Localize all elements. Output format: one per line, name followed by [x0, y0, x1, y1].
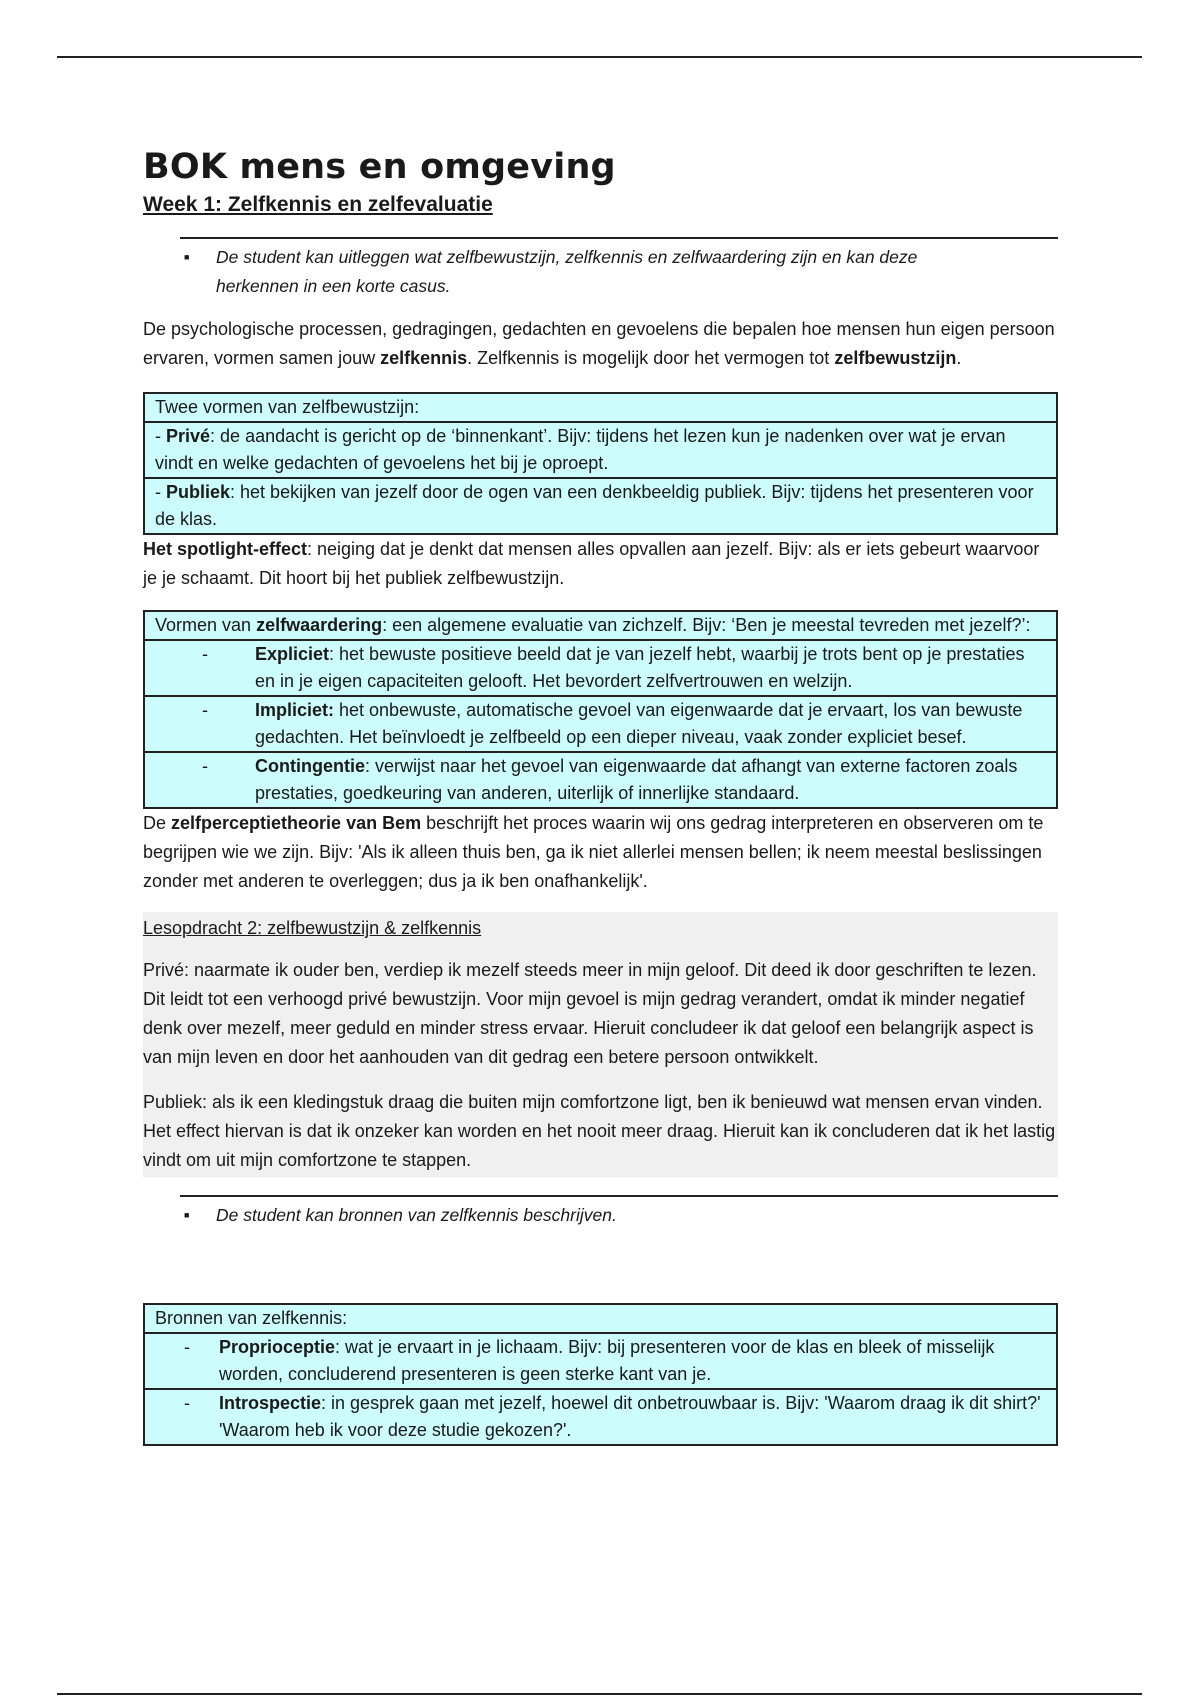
document-title: BOK mens en omgeving	[143, 147, 616, 187]
spotlight-paragraph: Het spotlight-effect: neiging dat je denkt dat mensen alles opvallen aan jezelf. Bijv: als er iets gebeurt waarvoor je je schaamt. Dit hoort bij het publiek zelfbewustzijn.	[143, 539, 1040, 588]
learning-objective-2	[180, 1195, 1058, 1230]
objective-text: De student kan uitleggen wat zelfbewustzijn, zelfkennis en zelfwaardering zijn en kan deze herkennen in een korte casus.	[216, 247, 918, 296]
dash-bullet: -	[202, 644, 208, 664]
objective-text: De student kan bronnen van zelfkennis beschrijven.	[216, 1205, 617, 1225]
table-header: Bronnen van zelfkennis:	[144, 1304, 1057, 1333]
intro-paragraph: De psychologische processen, gedragingen, gedachten en gevoelens die bepalen hoe mensen hun eigen persoon ervaren, vormen samen jouw zelfkennis. Zelfkennis is mogelijk door het vermogen tot zelfbewustzijn.	[143, 319, 1055, 368]
table-row-impliciet: - Impliciet: het onbewuste, automatische gevoel van eigenwaarde dat je ervaart, los van bewuste gedachten. Het beïnvloedt je zelfbeeld op een dieper niveau, vaak zonder expliciet besef.	[144, 696, 1057, 752]
dash-bullet: -	[184, 1337, 190, 1357]
document-body	[143, 145, 1058, 1446]
table-row-introspectie: - Introspectie: in gesprek gaan met jezelf, hoewel dit onbetrouwbaar is. Bijv: 'Waarom draag ik dit shirt?' 'Waarom heb ik voor deze studie gekozen?'.	[144, 1389, 1057, 1445]
zelfwaardering-table	[143, 610, 1058, 809]
square-bullet-icon: ■	[184, 1210, 190, 1220]
table-row-publiek: - Publiek: het bekijken van jezelf door de ogen van een denkbeeldig publiek. Bijv: tijdens het presenteren voor de klas.	[144, 478, 1057, 534]
table-row-prive: - Privé: de aandacht is gericht op de ‘binnenkant’. Bijv: tijdens het lezen kun je nadenken over wat je ervan vindt en welke gedachten of gevoelens het bij je oproept.	[144, 422, 1057, 478]
assignment-prive: Privé: naarmate ik ouder ben, verdiep ik mezelf steeds meer in mijn geloof. Dit deed ik door geschriften te lezen. Dit leidt tot een verhoogd privé bewustzijn. Voor mijn gevoel is mijn gedrag verandert, omdat ik minder negatief denk over mezelf, meer geduld en minder stress ervaar. Hieruit concludeer ik dat geloof een belangrijk aspect is van mijn leven en door het aanhouden van dit gedrag een betere persoon ontwikkelt.	[143, 960, 1037, 1067]
assignment-publiek: Publiek: als ik een kledingstuk draag die buiten mijn comfortzone ligt, ben ik benieuwd wat mensen ervan vinden. Het effect hiervan is dat ik onzeker kan worden en het nooit meer draag. Hieruit kan ik concluderen dat ik het lastig vindt om uit mijn comfortzone te stappen.	[143, 1092, 1056, 1170]
table-header: Vormen van zelfwaardering: een algemene evaluatie van zichzelf. Bijv: ‘Ben je meestal tevreden met jezelf?’:	[144, 611, 1057, 640]
week-heading: Week 1: Zelfkennis en zelfevaluatie	[143, 193, 493, 216]
dash-bullet: -	[202, 756, 208, 776]
bronnen-table	[143, 1303, 1058, 1446]
zelfbewustzijn-table	[143, 392, 1058, 535]
top-rule	[57, 56, 1142, 58]
learning-objective-1	[180, 237, 1058, 301]
table-header: Twee vormen van zelfbewustzijn:	[144, 393, 1057, 422]
bem-paragraph: De zelfperceptietheorie van Bem beschrijft het proces waarin wij ons gedrag interpreteren en observeren om te begrijpen wie we zijn. Bijv: 'Als ik alleen thuis ben, ga ik niet allerlei mensen bellen; ik neem meestal beslissingen zonder met anderen te overleggen; dus ja ik ben onafhankelijk'.	[143, 813, 1044, 891]
assignment-block	[143, 912, 1058, 1177]
dash-bullet: -	[184, 1393, 190, 1413]
table-row-contingentie: - Contingentie: verwijst naar het gevoel van eigenwaarde dat afhangt van externe factoren zoals prestaties, goedkeuring van anderen, uiterlijk of innerlijke standaard.	[144, 752, 1057, 808]
assignment-heading: Lesopdracht 2: zelfbewustzijn & zelfkennis	[143, 918, 482, 938]
bottom-rule	[57, 1693, 1142, 1695]
table-row-proprioceptie: - Proprioceptie: wat je ervaart in je lichaam. Bijv: bij presenteren voor de klas en bleek of misselijk worden, concluderend presenteren is geen sterke kant van je.	[144, 1333, 1057, 1389]
square-bullet-icon: ■	[184, 252, 190, 262]
table-row-expliciet: - Expliciet: het bewuste positieve beeld dat je van jezelf hebt, waarbij je trots bent op je prestaties en in je eigen capaciteiten gelooft. Het bevordert zelfvertrouwen en welzijn.	[144, 640, 1057, 696]
dash-bullet: -	[202, 700, 208, 720]
